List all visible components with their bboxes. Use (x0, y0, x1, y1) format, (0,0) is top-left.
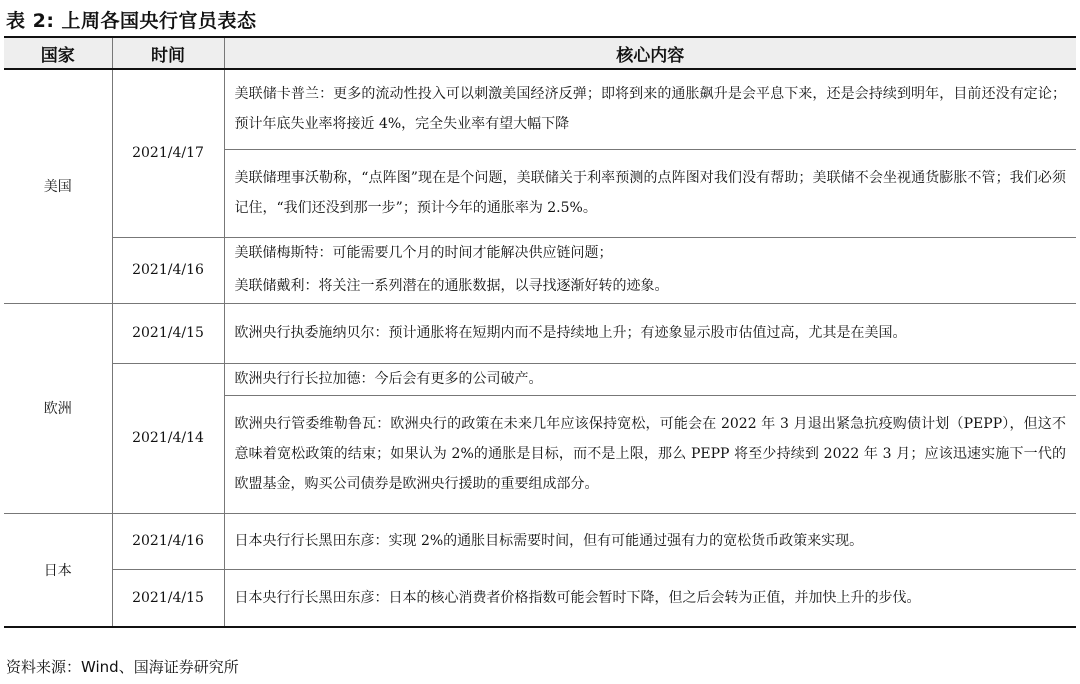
country-cell-japan: 日本 (4, 513, 112, 627)
content-cell: 美联储戴利：将关注一系列潜在的通胀数据，以寻找逐渐好转的迹象。 (224, 269, 1076, 303)
table-row (4, 363, 1076, 395)
table-row (4, 569, 1076, 627)
country-cell-usa: 美国 (4, 69, 112, 303)
central-bank-statements-table (4, 36, 1076, 628)
content-cell: 美联储梅斯特：可能需要几个月的时间才能解决供应链问题； (234, 245, 613, 262)
content-cell: 日本央行行长黑田东彦：实现 2%的通胀目标需要时间，但有可能通过强有力的宽松货币政策来实现。 (224, 513, 1076, 569)
header-country: 国家 (4, 37, 112, 69)
date-cell: 2021/4/17 (112, 69, 224, 237)
table-row (4, 237, 1076, 269)
header-content: 核心内容 (224, 37, 1076, 69)
country-cell-europe: 欧洲 (4, 303, 112, 513)
table-row (4, 513, 1076, 569)
content-cell: 美联储理事沃勒称，“点阵图”现在是个问题，美联储关于利率预测的点阵图对我们没有帮助；美联储不会坐视通货膨胀不管；我们必须记住，“我们还没到那一步”；预计今年的通胀率为 2.5%。 (224, 149, 1076, 237)
table-header-row (4, 37, 1076, 69)
date-cell: 2021/4/16 (112, 237, 224, 303)
table-title: 表 2: 上周各国央行官员表态 (6, 10, 257, 32)
date-cell: 2021/4/15 (112, 303, 224, 363)
content-cell: 日本央行行长黑田东彦：日本的核心消费者价格指数可能会暂时下降，但之后会转为正值，并加快上升的步伐。 (224, 569, 1076, 627)
table-row (4, 69, 1076, 149)
content-cell: 欧洲央行行长拉加德：今后会有更多的公司破产。 (224, 363, 1076, 395)
table-row (4, 303, 1076, 363)
date-cell: 2021/4/16 (112, 513, 224, 569)
date-cell: 2021/4/15 (112, 569, 224, 627)
date-cell: 2021/4/14 (112, 363, 224, 513)
content-cell: 欧洲央行管委维勒鲁瓦：欧洲央行的政策在未来几年应该保持宽松，可能会在 2022 年 3 月退出紧急抗疫购债计划（PEPP），但这不意味着宽松政策的结束；如果认为 2%的通胀是目标，而不是上限，那么 PEPP 将至少持续到 2022 年 3 月；应该迅速实施下一代的欧盟基金，购买公司债券是欧洲央行援助的重要组成部分。 (224, 395, 1076, 513)
header-time: 时间 (112, 37, 224, 69)
content-cell: 欧洲央行执委施纳贝尔：预计通胀将在短期内而不是持续地上升；有迹象显示股市估值过高，尤其是在美国。 (224, 303, 1076, 363)
source-note: 资料来源：Wind、国海证券研究所 (6, 658, 239, 676)
content-cell: 美联储卡普兰：更多的流动性投入可以刺激美国经济反弹；即将到来的通胀飙升是会平息下来，还是会持续到明年，目前还没有定论；预计年底失业率将接近 4%，完全失业率有望大幅下降 (224, 69, 1076, 149)
